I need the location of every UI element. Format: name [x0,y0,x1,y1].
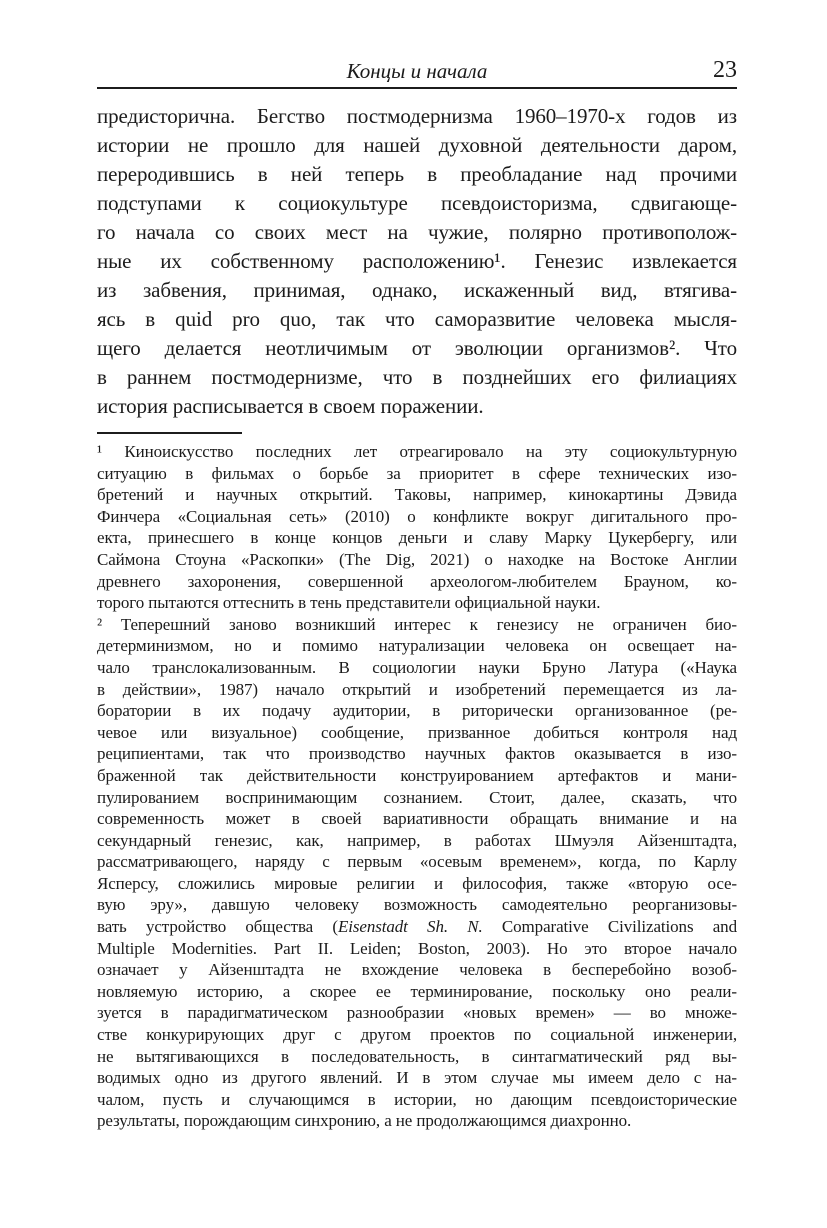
text-line: реципиентами, так что производство научных фактов оказывается в изо- [97,744,737,764]
text-line: пулированием воспринимающим сознанием. Стоит, далее, сказать, что [97,787,737,807]
text-line: ¹ Киноискусство последних лет отреагировало на эту социокультурную [97,442,737,461]
text-line: вую эру», давшую человеку возможность самодеятельно реорганизовы- [97,895,737,915]
text-block [97,58,737,1132]
text-line: рассматривающего, наряду с первым «осевым временем», когда, по Карлу [97,852,737,872]
text-line: стве конкурирующих друг с другом проектов по социальной инженерии, [97,1025,737,1045]
text-line: переродившись в ней теперь в преобладание над прочими [97,162,737,186]
text-line: Ясперсу, сложились мировые религии и философия, также «вторую осе- [97,873,737,893]
text-line: ситуацию в фильмах о борьбе за приоритет в сфере технических изо- [97,463,737,483]
text-line: екта, принесшего в конце концов деньги и славу Марку Цукербергу, или [97,528,737,548]
text-line: история расписывается в своем поражении. [97,394,484,418]
text-line: зуется в парадигматическом разнообразии «новых времен» — во множе- [97,1003,737,1023]
text-line: ные их собственному расположению¹. Генезис извлекается [97,249,737,273]
text-line: Финчера «Социальная сеть» (2010) о конфликте вокруг дигитального про- [97,506,737,526]
text-line: из забвения, принимая, однако, искаженный вид, втягива- [97,278,737,302]
text-line: в раннем постмодернизме, что в позднейших его филиациях [97,365,737,389]
text-line: чалом, пусть и случающимся в истории, но дающим псевдоисторические [97,1089,737,1109]
text-line: не вытягивающихся в последовательность, в синтагматический ряд вы- [97,1046,737,1066]
text-line: Саймона Стоуна «Раскопки» (The Dig, 2021) о находке на Востоке Англии [97,549,737,569]
text-line: истории не прошло для нашей духовной деятельности даром, [97,133,737,157]
text-line: означает у Айзенштадта не вхождение человека в бесперебойно возоб- [97,960,737,980]
text-line: новляемую историю, а скорее ее терминирование, поскольку оно реали- [97,981,737,1001]
text-line: Multiple Modernities. Part II. Leiden; Boston, 2003). Но это второе начало [97,938,737,958]
text-line: древнего захоронения, совершенной археологом-любителем Брауном, ко- [97,571,737,591]
text-line: торого пытаются оттеснить в тень представители официальной науки. [97,593,601,613]
text-line: чало транслокализованным. В социологии науки Бруно Латура («Наука [97,657,737,677]
text-line: чевое или визуальное) сообщение, призванное добиться контроля над [97,722,737,742]
text-line: ² Теперешний заново возникший интерес к генезису не ограничен био- [97,614,737,634]
footnote-2 [97,614,737,1132]
text-line: детерминизмом, но и помимо натурализации человека он освещает на- [97,636,737,656]
footnote-separator [97,432,242,434]
text-line: щего делается неотличимым от эволюции организмов². Что [97,336,737,360]
text-line: бретений и научных открытий. Таковы, например, кинокартины Дэвида [97,485,737,505]
running-title: Концы и начала [346,59,488,83]
footnote-1 [97,441,737,614]
page-number: 23 [713,57,737,83]
text-line: водимых одно из другого явлений. И в этом случае мы имеем дело с на- [97,1068,737,1088]
text-line: подступами к социокультуре псевдоисторизма, сдвигающе- [97,191,737,215]
page-header [97,58,737,84]
text-line: браженной так действительности конструированием артефактов и мани- [97,765,737,785]
text-line: боратории в их подачу аудитории, в риторически организованное (ре- [97,701,737,721]
header-rule [97,87,737,89]
text-line: результаты, порождающим синхронию, а не продолжающимся диахронно. [97,1111,632,1131]
text-line: секундарный генезис, как, например, в работах Шмуэля Айзенштадта, [97,830,737,850]
text-line: ясь в quid pro quo, так что саморазвитие человека мысля- [97,307,737,331]
main-text-paragraph [97,102,737,421]
text-line: го начала со своих мест на чужие, полярно противополож- [97,220,737,244]
text-line: современность может в своей вариативности обращать внимание и на [97,809,737,829]
text-line: предисторична. Бегство постмодернизма 1960–1970-х годов из [97,104,737,128]
footnotes-section [97,441,737,1132]
text-line: вать устройство общества (Eisenstadt Sh. N. Comparative Civilizations and [97,917,737,937]
text-line: в действии», 1987) начало открытий и изобретений перемещается из ла- [97,679,737,699]
